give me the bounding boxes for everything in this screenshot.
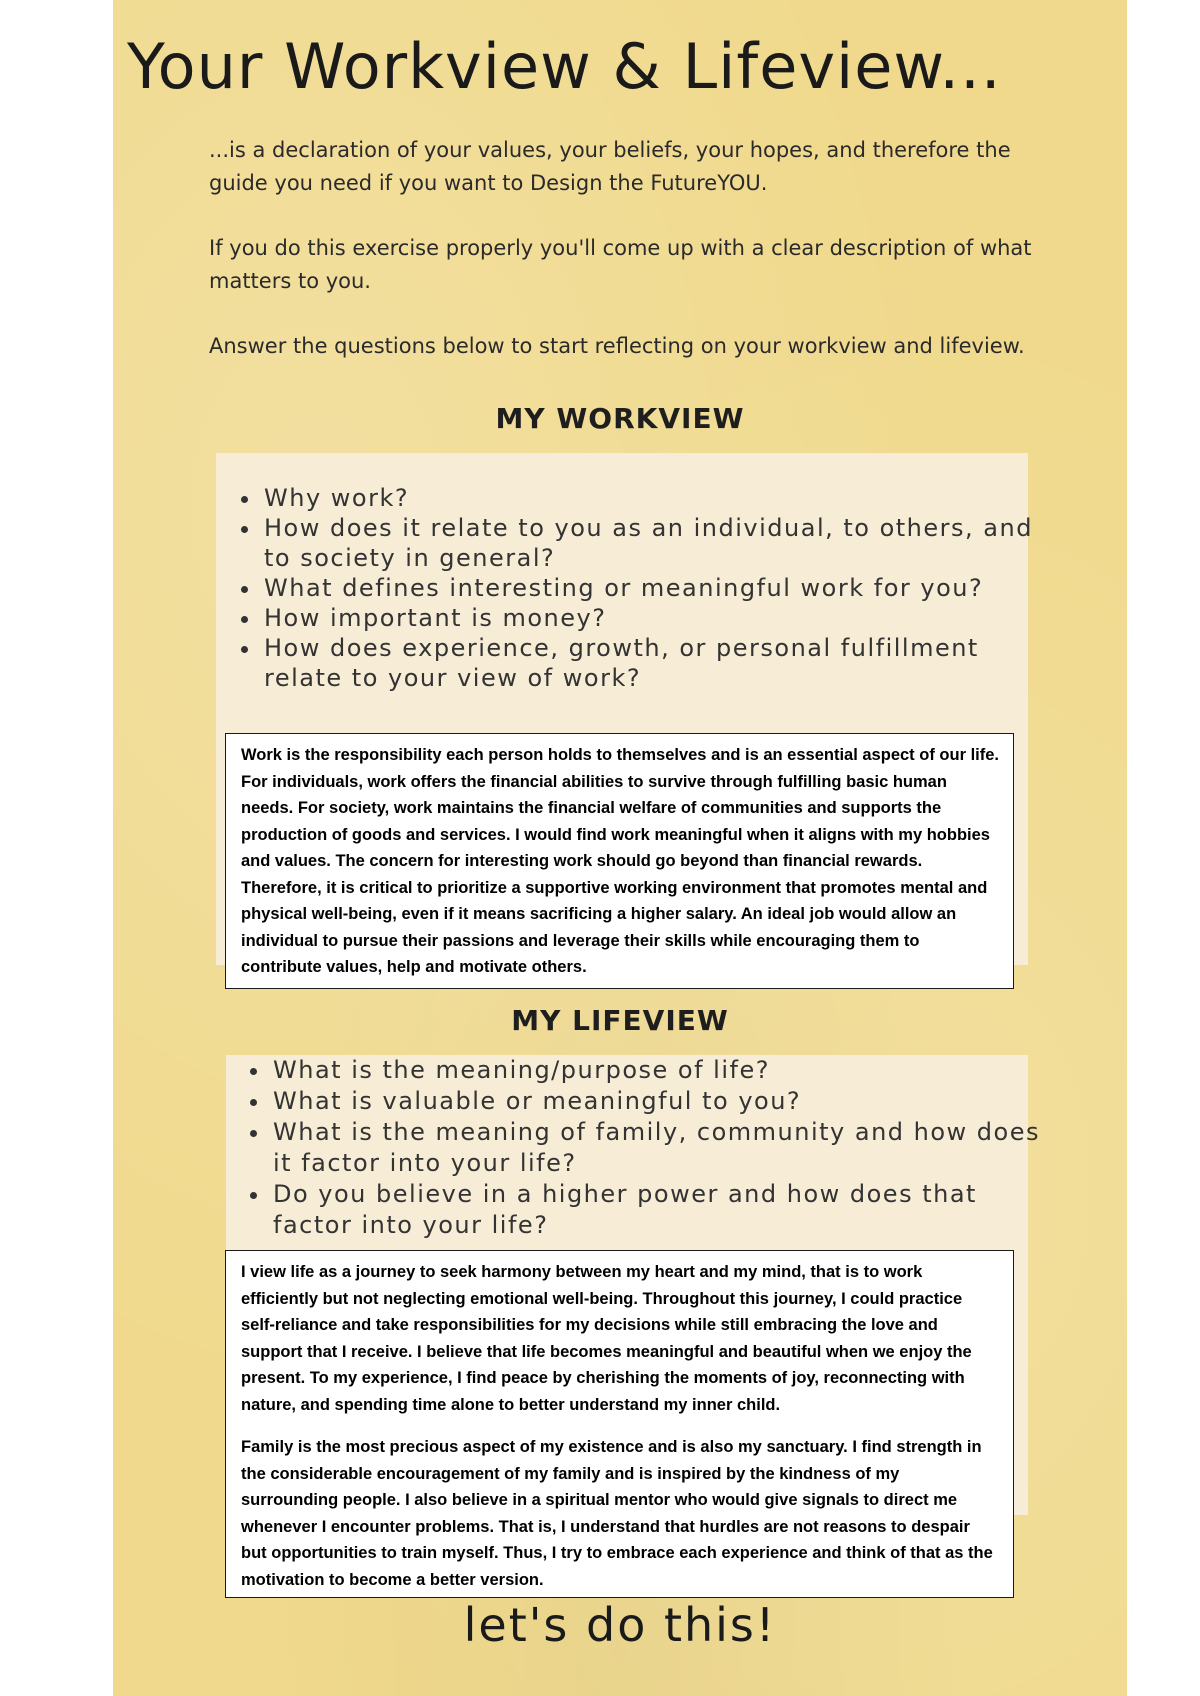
lifeview-answer-paragraph-2: Family is the most precious aspect of my existence and is also my sanctuary. I find strength in the considerable encouragement of my family and is inspired by the kindness of my surrounding people. I also believe in a spiritual mentor who would give signals to direct me whenever I encounter problems. That is, I understand that hurdles are not reasons to despair but opportunities to train myself. Thus, I try to embrace each experience and think of that as the motivation to become a better version. <box>241 1438 993 1589</box>
lifeview-question-item: • What is the meaning/purpose of life? <box>271 1055 1061 1086</box>
lifeview-question-list <box>241 1055 1061 1241</box>
intro-paragraph-declaration: ...is a declaration of your values, your beliefs, your hopes, and therefore the guide you need if you want to Design the FutureYOU. <box>209 138 1011 195</box>
workview-question-item: • How does experience, growth, or personal fulfillment relate to your view of work? <box>262 633 1062 693</box>
lifeview-answer-box[interactable] <box>225 1250 1014 1598</box>
workview-answer-box[interactable] <box>225 733 1014 989</box>
lifeview-heading: MY LIFEVIEW <box>511 1004 729 1037</box>
lifeview-question-item: • Do you believe in a higher power and how does that factor into your life? <box>271 1179 1061 1241</box>
workview-question-list <box>232 483 1062 693</box>
lifeview-question-item: • What is the meaning of family, community and how does it factor into your life? <box>271 1117 1061 1179</box>
intro-paragraph-instructions: Answer the questions below to start reflecting on your workview and lifeview. <box>209 334 1025 358</box>
workview-question-item: • What defines interesting or meaningful work for you? <box>262 573 1062 603</box>
intro-paragraph-exercise: If you do this exercise properly you'll come up with a clear description of what matters to you. <box>209 236 1032 293</box>
closing-slogan: let's do this! <box>463 1598 777 1652</box>
workview-answer-text: Work is the responsibility each person holds to themselves and is an essential aspect of our life. For individuals, work offers the financial abilities to survive through fulfilling basic human needs. For society, work maintains the financial welfare of communities and supports the production of goods and services. I would find work meaningful when it aligns with my hobbies and values. The concern for interesting work should go beyond than financial rewards. Therefore, it is critical to prioritize a supportive working environment that promotes mental and physical well-being, even if it means sacrificing a higher salary. An ideal job would allow an individual to pursue their passions and leverage their skills while encouraging them to contribute values, help and motivate others. <box>241 746 999 976</box>
page-title: Your Workview & Lifeview... <box>127 30 1002 103</box>
workview-question-item: • How important is money? <box>262 603 1062 633</box>
workview-heading: MY WORKVIEW <box>495 402 745 435</box>
worksheet-page <box>113 0 1127 1696</box>
workview-question-item: • Why work? <box>262 483 1062 513</box>
lifeview-question-item: • What is valuable or meaningful to you? <box>271 1086 1061 1117</box>
workview-question-item: • How does it relate to you as an individual, to others, and to society in general? <box>262 513 1062 573</box>
lifeview-answer-paragraph-1: I view life as a journey to seek harmony between my heart and my mind, that is to work efficiently but not neglecting emotional well-being. Throughout this journey, I could practice self-reliance and take responsibilities for my decisions while still embracing the love and support that I receive. I believe that life becomes meaningful and beautiful when we enjoy the present. To my experience, I find peace by cherishing the moments of joy, reconnecting with nature, and spending time alone to better understand my inner child. <box>241 1263 972 1414</box>
